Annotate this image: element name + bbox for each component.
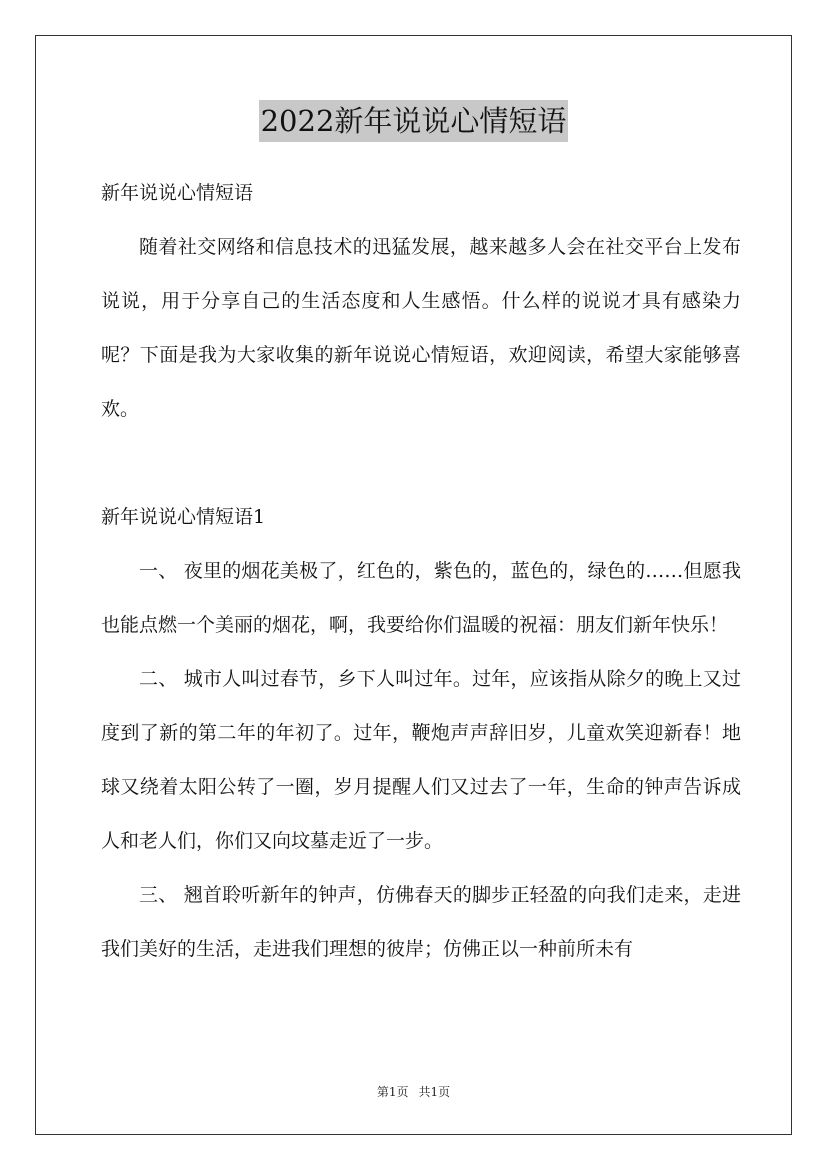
document-title: 2022新年说说心情短语 — [259, 100, 569, 142]
paragraph-gap — [101, 436, 741, 490]
document-body — [101, 166, 741, 976]
page-number-total: 共1页 — [418, 1085, 451, 1099]
item-paragraph-1: 一、 夜里的烟花美极了，红色的，紫色的，蓝色的，绿色的……但愿我也能点燃一个美丽的烟花，啊，我要给你们温暖的祝福：朋友们新年快乐！ — [101, 560, 741, 636]
item-paragraph-2: 二、 城市人叫过春节，乡下人叫过年。过年，应该指从除夕的晚上又过度到了新的第二年的年初了。过年，鞭炮声声辞旧岁，儿童欢笑迎新春！地球又绕着太阳公转了一圈，岁月提醒人们又过去了一年，生命的钟声告诉成人和老人们，你们又向坟墓走近了一步。 — [101, 668, 741, 852]
intro-paragraph: 随着社交网络和信息技术的迅猛发展，越来越多人会在社交平台上发布说说，用于分享自己的生活态度和人生感悟。什么样的说说才具有感染力呢？下面是我为大家收集的新年说说心情短语，欢迎阅读，希望大家能够喜欢。 — [101, 236, 741, 420]
section-heading: 新年说说心情短语1 — [101, 506, 266, 528]
title-container — [0, 100, 827, 142]
item-paragraph-3: 三、 翘首聆听新年的钟声，仿佛春天的脚步正轻盈的向我们走来，走进我们美好的生活，走进我们理想的彼岸；仿佛正以一种前所未有 — [101, 884, 741, 960]
subtitle: 新年说说心情短语 — [101, 182, 254, 204]
page-footer — [0, 1083, 827, 1101]
page-number-current: 第1页 — [376, 1085, 409, 1099]
